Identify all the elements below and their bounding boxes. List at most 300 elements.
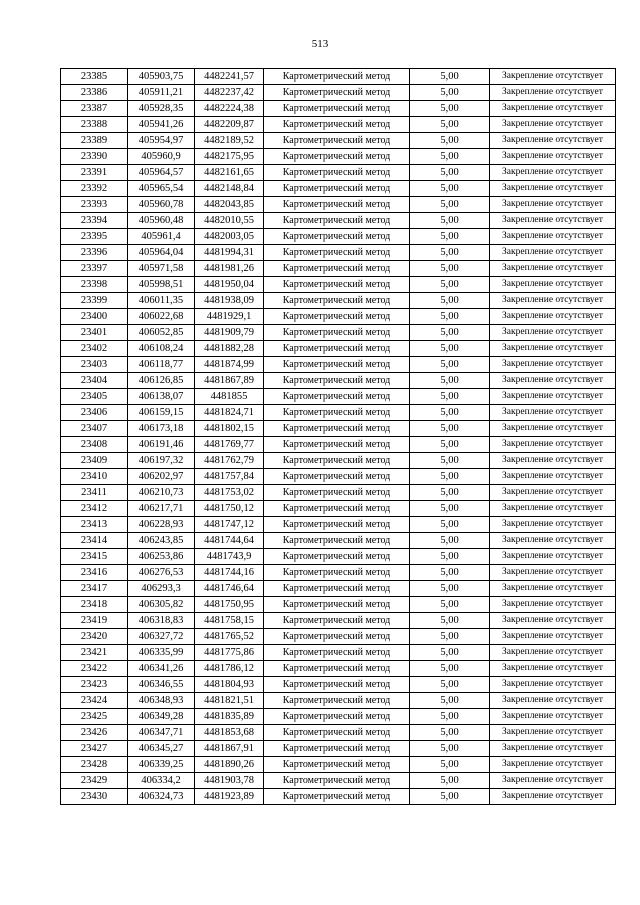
table-row [61,261,616,277]
fixation-cell: Закрепление отсутствует [490,421,616,437]
fixation-cell: Закрепление отсутствует [490,437,616,453]
accuracy-cell: 5,00 [410,693,490,709]
accuracy-cell: 5,00 [410,357,490,373]
method-cell: Картометрический метод [264,421,410,437]
fixation-cell: Закрепление отсутствует [490,741,616,757]
point-number-cell: 23422 [61,661,128,677]
fixation-cell: Закрепление отсутствует [490,117,616,133]
method-cell: Картометрический метод [264,693,410,709]
x-coordinate-cell: 405998,51 [128,277,195,293]
y-coordinate-cell: 4482003,05 [195,229,264,245]
accuracy-cell: 5,00 [410,581,490,597]
table-row [61,453,616,469]
method-cell: Картометрический метод [264,773,410,789]
method-cell: Картометрический метод [264,661,410,677]
fixation-cell: Закрепление отсутствует [490,165,616,181]
accuracy-cell: 5,00 [410,533,490,549]
fixation-cell: Закрепление отсутствует [490,453,616,469]
table-row [61,405,616,421]
fixation-cell: Закрепление отсутствует [490,565,616,581]
accuracy-cell: 5,00 [410,389,490,405]
y-coordinate-cell: 4481758,15 [195,613,264,629]
method-cell: Картометрический метод [264,325,410,341]
x-coordinate-cell: 406118,77 [128,357,195,373]
y-coordinate-cell: 4481762,79 [195,453,264,469]
point-number-cell: 23398 [61,277,128,293]
table-row [61,565,616,581]
method-cell: Картометрический метод [264,117,410,133]
point-number-cell: 23407 [61,421,128,437]
fixation-cell: Закрепление отсутствует [490,229,616,245]
fixation-cell: Закрепление отсутствует [490,789,616,805]
y-coordinate-cell: 4482161,65 [195,165,264,181]
y-coordinate-cell: 4481744,16 [195,565,264,581]
fixation-cell: Закрепление отсутствует [490,213,616,229]
method-cell: Картометрический метод [264,213,410,229]
point-number-cell: 23414 [61,533,128,549]
x-coordinate-cell: 406346,55 [128,677,195,693]
accuracy-cell: 5,00 [410,661,490,677]
accuracy-cell: 5,00 [410,725,490,741]
table-row [61,757,616,773]
method-cell: Картометрический метод [264,229,410,245]
point-number-cell: 23427 [61,741,128,757]
x-coordinate-cell: 406335,99 [128,645,195,661]
fixation-cell: Закрепление отсутствует [490,197,616,213]
table-row [61,581,616,597]
x-coordinate-cell: 406191,46 [128,437,195,453]
y-coordinate-cell: 4481786,12 [195,661,264,677]
point-number-cell: 23390 [61,149,128,165]
x-coordinate-cell: 405903,75 [128,69,195,85]
method-cell: Картометрический метод [264,405,410,421]
fixation-cell: Закрепление отсутствует [490,773,616,789]
accuracy-cell: 5,00 [410,69,490,85]
x-coordinate-cell: 405965,54 [128,181,195,197]
y-coordinate-cell: 4481775,86 [195,645,264,661]
method-cell: Картометрический метод [264,133,410,149]
accuracy-cell: 5,00 [410,197,490,213]
accuracy-cell: 5,00 [410,549,490,565]
accuracy-cell: 5,00 [410,565,490,581]
table-row [61,341,616,357]
fixation-cell: Закрепление отсутствует [490,549,616,565]
fixation-cell: Закрепление отсутствует [490,389,616,405]
point-number-cell: 23409 [61,453,128,469]
y-coordinate-cell: 4481882,28 [195,341,264,357]
fixation-cell: Закрепление отсутствует [490,261,616,277]
x-coordinate-cell: 406011,35 [128,293,195,309]
table-row [61,293,616,309]
y-coordinate-cell: 4481903,78 [195,773,264,789]
method-cell: Картометрический метод [264,613,410,629]
accuracy-cell: 5,00 [410,373,490,389]
method-cell: Картометрический метод [264,309,410,325]
x-coordinate-cell: 406253,86 [128,549,195,565]
x-coordinate-cell: 406197,32 [128,453,195,469]
point-number-cell: 23420 [61,629,128,645]
x-coordinate-cell: 406276,53 [128,565,195,581]
y-coordinate-cell: 4481867,91 [195,741,264,757]
y-coordinate-cell: 4482224,38 [195,101,264,117]
method-cell: Картометрический метод [264,197,410,213]
fixation-cell: Закрепление отсутствует [490,133,616,149]
table-row [61,277,616,293]
table-row [61,357,616,373]
method-cell: Картометрический метод [264,485,410,501]
accuracy-cell: 5,00 [410,341,490,357]
y-coordinate-cell: 4481853,68 [195,725,264,741]
table-row [61,197,616,213]
table-row [61,549,616,565]
point-number-cell: 23402 [61,341,128,357]
point-number-cell: 23425 [61,709,128,725]
y-coordinate-cell: 4481981,26 [195,261,264,277]
y-coordinate-cell: 4481929,1 [195,309,264,325]
y-coordinate-cell: 4481923,89 [195,789,264,805]
accuracy-cell: 5,00 [410,133,490,149]
accuracy-cell: 5,00 [410,165,490,181]
accuracy-cell: 5,00 [410,293,490,309]
x-coordinate-cell: 405928,35 [128,101,195,117]
fixation-cell: Закрепление отсутствует [490,597,616,613]
y-coordinate-cell: 4481867,89 [195,373,264,389]
table-row [61,613,616,629]
x-coordinate-cell: 406349,28 [128,709,195,725]
fixation-cell: Закрепление отсутствует [490,725,616,741]
accuracy-cell: 5,00 [410,453,490,469]
table-row [61,165,616,181]
y-coordinate-cell: 4482043,85 [195,197,264,213]
y-coordinate-cell: 4482175,95 [195,149,264,165]
x-coordinate-cell: 405960,48 [128,213,195,229]
method-cell: Картометрический метод [264,565,410,581]
point-number-cell: 23388 [61,117,128,133]
table-row [61,645,616,661]
method-cell: Картометрический метод [264,357,410,373]
point-number-cell: 23406 [61,405,128,421]
table-row [61,517,616,533]
accuracy-cell: 5,00 [410,149,490,165]
point-number-cell: 23396 [61,245,128,261]
point-number-cell: 23417 [61,581,128,597]
fixation-cell: Закрепление отсутствует [490,181,616,197]
accuracy-cell: 5,00 [410,229,490,245]
fixation-cell: Закрепление отсутствует [490,293,616,309]
x-coordinate-cell: 406173,18 [128,421,195,437]
x-coordinate-cell: 405960,78 [128,197,195,213]
accuracy-cell: 5,00 [410,421,490,437]
accuracy-cell: 5,00 [410,277,490,293]
x-coordinate-cell: 406305,82 [128,597,195,613]
accuracy-cell: 5,00 [410,405,490,421]
table-row [61,213,616,229]
accuracy-cell: 5,00 [410,101,490,117]
accuracy-cell: 5,00 [410,597,490,613]
point-number-cell: 23385 [61,69,128,85]
y-coordinate-cell: 4482189,52 [195,133,264,149]
table-row [61,533,616,549]
fixation-cell: Закрепление отсутствует [490,757,616,773]
x-coordinate-cell: 406345,27 [128,741,195,757]
y-coordinate-cell: 4482148,84 [195,181,264,197]
method-cell: Картометрический метод [264,581,410,597]
table-row [61,133,616,149]
method-cell: Картометрический метод [264,245,410,261]
accuracy-cell: 5,00 [410,85,490,101]
method-cell: Картометрический метод [264,469,410,485]
accuracy-cell: 5,00 [410,117,490,133]
table-row [61,677,616,693]
table-row [61,789,616,805]
y-coordinate-cell: 4481746,64 [195,581,264,597]
accuracy-cell: 5,00 [410,325,490,341]
accuracy-cell: 5,00 [410,645,490,661]
table-row [61,421,616,437]
table-row [61,501,616,517]
x-coordinate-cell: 405941,26 [128,117,195,133]
method-cell: Картометрический метод [264,725,410,741]
table-row [61,229,616,245]
method-cell: Картометрический метод [264,789,410,805]
fixation-cell: Закрепление отсутствует [490,693,616,709]
x-coordinate-cell: 406210,73 [128,485,195,501]
accuracy-cell: 5,00 [410,741,490,757]
point-number-cell: 23404 [61,373,128,389]
method-cell: Картометрический метод [264,181,410,197]
method-cell: Картометрический метод [264,517,410,533]
x-coordinate-cell: 406022,68 [128,309,195,325]
table-row [61,725,616,741]
fixation-cell: Закрепление отсутствует [490,357,616,373]
x-coordinate-cell: 406327,72 [128,629,195,645]
point-number-cell: 23392 [61,181,128,197]
fixation-cell: Закрепление отсутствует [490,661,616,677]
table-row [61,773,616,789]
point-number-cell: 23419 [61,613,128,629]
method-cell: Картометрический метод [264,277,410,293]
x-coordinate-cell: 406108,24 [128,341,195,357]
point-number-cell: 23423 [61,677,128,693]
x-coordinate-cell: 405961,4 [128,229,195,245]
x-coordinate-cell: 406293,3 [128,581,195,597]
method-cell: Картометрический метод [264,677,410,693]
y-coordinate-cell: 4481802,15 [195,421,264,437]
y-coordinate-cell: 4481994,31 [195,245,264,261]
x-coordinate-cell: 406318,83 [128,613,195,629]
fixation-cell: Закрепление отсутствует [490,613,616,629]
method-cell: Картометрический метод [264,533,410,549]
y-coordinate-cell: 4481824,71 [195,405,264,421]
y-coordinate-cell: 4481874,99 [195,357,264,373]
method-cell: Картометрический метод [264,293,410,309]
table-row [61,661,616,677]
coordinates-table [60,68,616,805]
fixation-cell: Закрепление отсутствует [490,309,616,325]
point-number-cell: 23426 [61,725,128,741]
y-coordinate-cell: 4481750,95 [195,597,264,613]
table-row [61,437,616,453]
table-row [61,709,616,725]
y-coordinate-cell: 4481765,52 [195,629,264,645]
fixation-cell: Закрепление отсутствует [490,677,616,693]
table-row [61,245,616,261]
point-number-cell: 23429 [61,773,128,789]
point-number-cell: 23401 [61,325,128,341]
table-row [61,389,616,405]
fixation-cell: Закрепление отсутствует [490,325,616,341]
accuracy-cell: 5,00 [410,181,490,197]
accuracy-cell: 5,00 [410,677,490,693]
point-number-cell: 23415 [61,549,128,565]
point-number-cell: 23400 [61,309,128,325]
method-cell: Картометрический метод [264,389,410,405]
table-row [61,629,616,645]
fixation-cell: Закрепление отсутствует [490,485,616,501]
y-coordinate-cell: 4481950,04 [195,277,264,293]
table-row [61,181,616,197]
x-coordinate-cell: 405911,21 [128,85,195,101]
table-row [61,325,616,341]
x-coordinate-cell: 405964,57 [128,165,195,181]
point-number-cell: 23397 [61,261,128,277]
x-coordinate-cell: 406348,93 [128,693,195,709]
accuracy-cell: 5,00 [410,613,490,629]
fixation-cell: Закрепление отсутствует [490,645,616,661]
fixation-cell: Закрепление отсутствует [490,581,616,597]
fixation-cell: Закрепление отсутствует [490,69,616,85]
x-coordinate-cell: 406202,97 [128,469,195,485]
fixation-cell: Закрепление отсутствует [490,341,616,357]
y-coordinate-cell: 4481757,84 [195,469,264,485]
y-coordinate-cell: 4481744,64 [195,533,264,549]
y-coordinate-cell: 4482209,87 [195,117,264,133]
point-number-cell: 23394 [61,213,128,229]
y-coordinate-cell: 4481747,12 [195,517,264,533]
table-row [61,693,616,709]
point-number-cell: 23418 [61,597,128,613]
point-number-cell: 23428 [61,757,128,773]
y-coordinate-cell: 4482237,42 [195,85,264,101]
accuracy-cell: 5,00 [410,757,490,773]
method-cell: Картометрический метод [264,149,410,165]
point-number-cell: 23393 [61,197,128,213]
fixation-cell: Закрепление отсутствует [490,533,616,549]
fixation-cell: Закрепление отсутствует [490,101,616,117]
accuracy-cell: 5,00 [410,517,490,533]
method-cell: Картометрический метод [264,597,410,613]
accuracy-cell: 5,00 [410,709,490,725]
accuracy-cell: 5,00 [410,469,490,485]
x-coordinate-cell: 406159,15 [128,405,195,421]
method-cell: Картометрический метод [264,261,410,277]
y-coordinate-cell: 4481804,93 [195,677,264,693]
fixation-cell: Закрепление отсутствует [490,517,616,533]
method-cell: Картометрический метод [264,341,410,357]
fixation-cell: Закрепление отсутствует [490,501,616,517]
accuracy-cell: 5,00 [410,245,490,261]
point-number-cell: 23413 [61,517,128,533]
accuracy-cell: 5,00 [410,261,490,277]
x-coordinate-cell: 405954,97 [128,133,195,149]
table-row [61,373,616,389]
table-row [61,69,616,85]
y-coordinate-cell: 4481743,9 [195,549,264,565]
point-number-cell: 23421 [61,645,128,661]
y-coordinate-cell: 4481909,79 [195,325,264,341]
method-cell: Картометрический метод [264,373,410,389]
point-number-cell: 23408 [61,437,128,453]
method-cell: Картометрический метод [264,741,410,757]
point-number-cell: 23386 [61,85,128,101]
fixation-cell: Закрепление отсутствует [490,277,616,293]
method-cell: Картометрический метод [264,757,410,773]
x-coordinate-cell: 406138,07 [128,389,195,405]
x-coordinate-cell: 406324,73 [128,789,195,805]
y-coordinate-cell: 4481938,09 [195,293,264,309]
point-number-cell: 23416 [61,565,128,581]
point-number-cell: 23410 [61,469,128,485]
accuracy-cell: 5,00 [410,629,490,645]
table-row [61,485,616,501]
method-cell: Картометрический метод [264,629,410,645]
method-cell: Картометрический метод [264,101,410,117]
x-coordinate-cell: 406243,85 [128,533,195,549]
x-coordinate-cell: 406334,2 [128,773,195,789]
table-row [61,469,616,485]
x-coordinate-cell: 406341,26 [128,661,195,677]
table-body [61,69,616,805]
accuracy-cell: 5,00 [410,789,490,805]
accuracy-cell: 5,00 [410,437,490,453]
accuracy-cell: 5,00 [410,501,490,517]
x-coordinate-cell: 406228,93 [128,517,195,533]
y-coordinate-cell: 4482241,57 [195,69,264,85]
y-coordinate-cell: 4481890,26 [195,757,264,773]
y-coordinate-cell: 4481855 [195,389,264,405]
point-number-cell: 23389 [61,133,128,149]
page-number: 513 [311,38,329,50]
fixation-cell: Закрепление отсутствует [490,709,616,725]
y-coordinate-cell: 4481750,12 [195,501,264,517]
fixation-cell: Закрепление отсутствует [490,405,616,421]
table-row [61,101,616,117]
fixation-cell: Закрепление отсутствует [490,469,616,485]
method-cell: Картометрический метод [264,501,410,517]
point-number-cell: 23412 [61,501,128,517]
fixation-cell: Закрепление отсутствует [490,373,616,389]
y-coordinate-cell: 4481753,02 [195,485,264,501]
accuracy-cell: 5,00 [410,309,490,325]
point-number-cell: 23411 [61,485,128,501]
x-coordinate-cell: 406347,71 [128,725,195,741]
method-cell: Картометрический метод [264,453,410,469]
method-cell: Картометрический метод [264,549,410,565]
x-coordinate-cell: 405960,9 [128,149,195,165]
accuracy-cell: 5,00 [410,213,490,229]
y-coordinate-cell: 4481821,51 [195,693,264,709]
method-cell: Картометрический метод [264,709,410,725]
accuracy-cell: 5,00 [410,485,490,501]
fixation-cell: Закрепление отсутствует [490,149,616,165]
method-cell: Картометрический метод [264,437,410,453]
point-number-cell: 23430 [61,789,128,805]
method-cell: Картометрический метод [264,69,410,85]
x-coordinate-cell: 406052,85 [128,325,195,341]
method-cell: Картометрический метод [264,85,410,101]
point-number-cell: 23391 [61,165,128,181]
table-row [61,309,616,325]
